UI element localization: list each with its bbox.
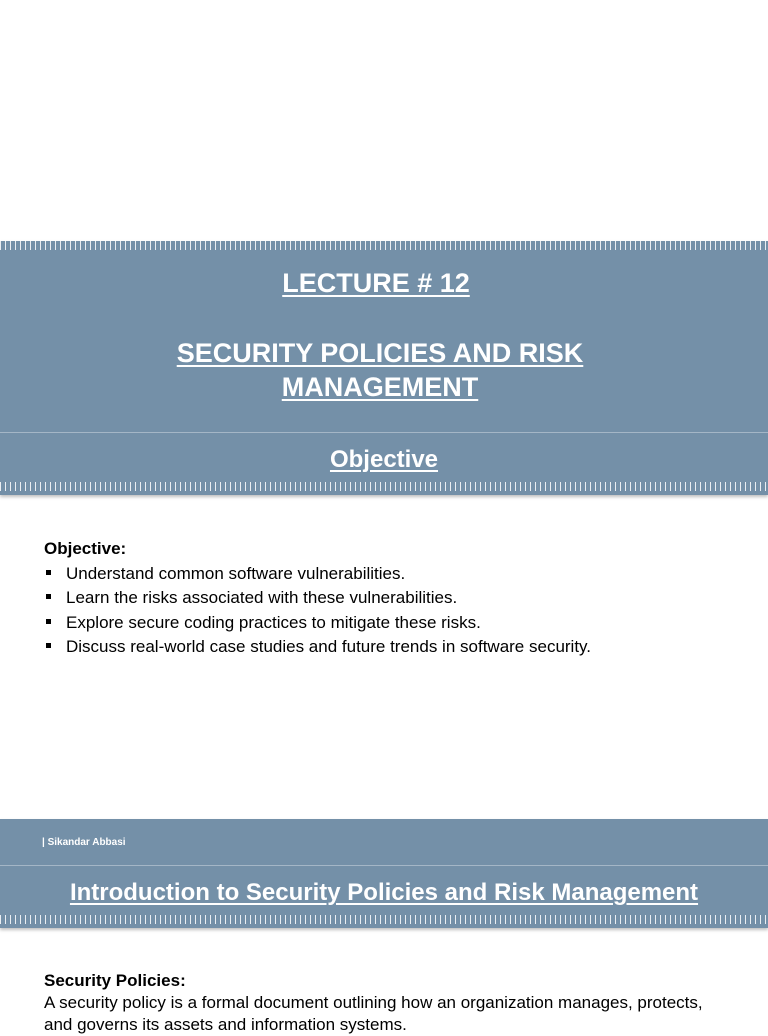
bullet-square-icon (46, 570, 51, 575)
slide2-tick-border (0, 915, 768, 924)
objective-subtitle: Objective (329, 446, 439, 473)
footer-band (0, 819, 768, 928)
security-policies-section (44, 970, 734, 1036)
list-item (44, 611, 734, 636)
objective-section (44, 537, 734, 660)
list-item (44, 635, 734, 660)
objective-list (44, 562, 734, 660)
band-divider (0, 432, 768, 433)
list-item (44, 586, 734, 611)
bullet-square-icon (46, 643, 51, 648)
lecture-title-line2: MANAGEMENT (281, 372, 479, 402)
slide2-title: Introduction to Security Policies and Risk Management (69, 879, 699, 906)
bullet-square-icon (46, 594, 51, 599)
list-item-text: Discuss real-world case studies and future trends in software security. (66, 637, 592, 656)
list-item-text: Learn the risks associated with these vulnerabilities. (66, 588, 458, 607)
lecture-number: LECTURE # 12 (282, 268, 470, 298)
lecture-title-line1: SECURITY POLICIES AND RISK (176, 338, 584, 368)
list-item-text: Explore secure coding practices to mitigate these risks. (66, 612, 481, 632)
security-policies-heading: Security Policies: (44, 971, 186, 990)
author-footer: | Sikandar Abbasi (42, 837, 126, 848)
bottom-tick-border (0, 482, 768, 491)
footer-divider (0, 865, 768, 866)
bullet-square-icon (46, 619, 51, 624)
list-item-text: Understand common software vulnerabilities. (66, 563, 406, 583)
list-item (44, 562, 734, 587)
top-tick-border (0, 241, 768, 250)
security-policies-text: A security policy is a formal document outlining how an organization manages, protects, and governs its assets and information systems. (44, 993, 703, 1034)
objective-heading: Objective: (44, 539, 127, 558)
